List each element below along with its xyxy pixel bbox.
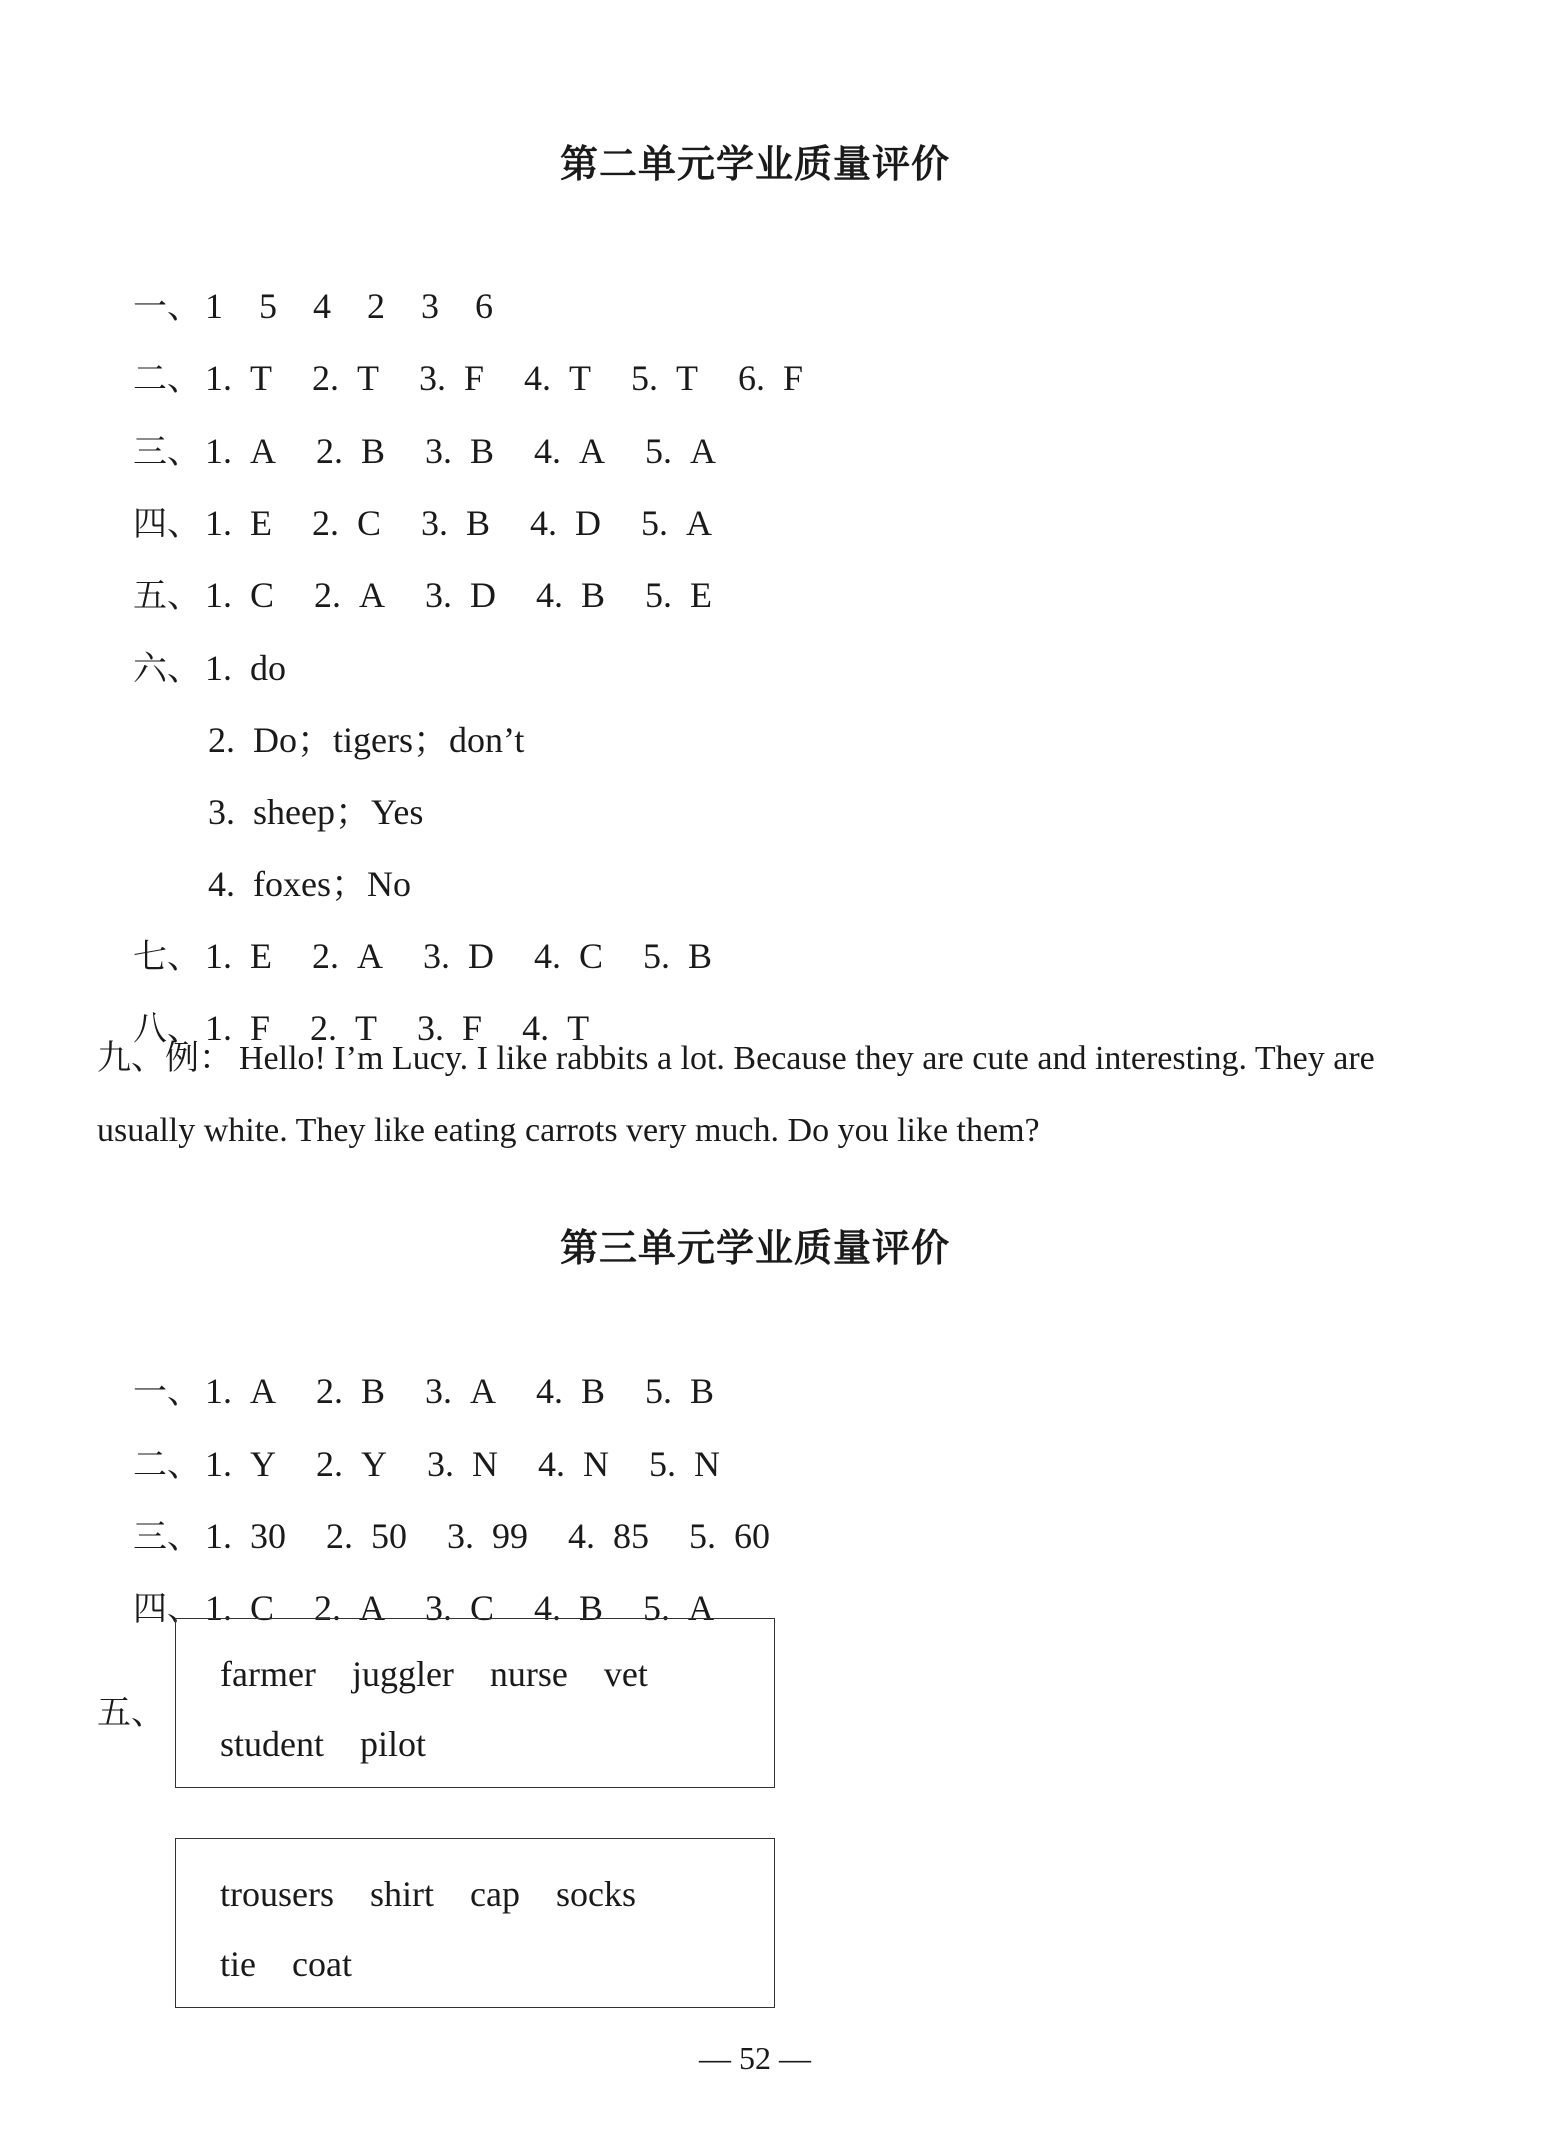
answer-item: 4 bbox=[313, 286, 331, 326]
word-line bbox=[220, 1639, 774, 1709]
answer-item: 1. F bbox=[205, 1008, 271, 1048]
question-label: 三、 bbox=[133, 432, 201, 472]
word: tie bbox=[220, 1944, 256, 1984]
question-label: 八、 bbox=[133, 1009, 201, 1049]
word: shirt bbox=[369, 1874, 434, 1914]
answer-item: 5. A bbox=[643, 1588, 715, 1628]
answer-item: 5. B bbox=[645, 1371, 715, 1411]
answer-item: 2. B bbox=[316, 1371, 386, 1411]
answer-item: 5. T bbox=[631, 358, 699, 398]
answer-item: 1. do bbox=[205, 648, 286, 688]
answer-item: 5. A bbox=[641, 503, 713, 543]
unit2-title: 第二单元学业质量评价 bbox=[559, 141, 950, 186]
answer-item: 1. C bbox=[205, 1588, 275, 1628]
answer-item: 6 bbox=[475, 286, 493, 326]
answer-item: 1. Y bbox=[205, 1444, 276, 1484]
word-line bbox=[220, 1709, 774, 1779]
question-label: 二、 bbox=[133, 359, 201, 399]
answer-item: 2. T bbox=[312, 358, 379, 398]
answer-item: 4. T bbox=[524, 358, 592, 398]
answer-item: 4. 85 bbox=[568, 1516, 649, 1556]
answer-item: 4. N bbox=[538, 1444, 609, 1484]
answer-item: 1. E bbox=[205, 936, 272, 976]
question-label: 三、 bbox=[133, 1517, 201, 1557]
word-box-jobs bbox=[175, 1618, 775, 1788]
word: farmer bbox=[220, 1654, 316, 1694]
answer-item: 1. E bbox=[205, 503, 272, 543]
answer-item: 1 bbox=[205, 286, 223, 326]
answer-item: 1. A bbox=[205, 431, 276, 471]
answer-item: 2. C bbox=[312, 503, 382, 543]
answer-item: 3. D bbox=[423, 936, 494, 976]
answer-item: 5 bbox=[259, 286, 277, 326]
answer-item: 1. T bbox=[205, 358, 272, 398]
answer-item: 1. 30 bbox=[205, 1516, 286, 1556]
word: coat bbox=[291, 1944, 352, 1984]
answer-item: 5. B bbox=[643, 936, 713, 976]
word: cap bbox=[470, 1874, 520, 1914]
answer-item: 3. C bbox=[425, 1588, 495, 1628]
answer-item: 4. D bbox=[530, 503, 602, 543]
answer-item: 3. F bbox=[419, 358, 485, 398]
answer-item: 2. 50 bbox=[326, 1516, 407, 1556]
unit3-title: 第三单元学业质量评价 bbox=[559, 1225, 950, 1270]
answer-item: 5. N bbox=[649, 1444, 720, 1484]
unit2-q9-essay bbox=[97, 1022, 1437, 1167]
answer-item: 4. C bbox=[534, 936, 604, 976]
essay-text: Hello! I’m Lucy. I like rabbits a lot. Because they are cute and interesting. They are usually white. They like eating carrots very much. Do you like them? bbox=[97, 1040, 1375, 1149]
word-box-clothes bbox=[175, 1838, 775, 2008]
answer-item: 3. F bbox=[417, 1008, 483, 1048]
answer-item: 2. Y bbox=[316, 1444, 387, 1484]
answer-item: 5. A bbox=[645, 431, 717, 471]
question-label: 六、 bbox=[133, 649, 201, 689]
answer-item: 3. B bbox=[425, 431, 495, 471]
answer-item: 4. B bbox=[536, 575, 606, 615]
answer-item: 5. E bbox=[645, 575, 713, 615]
word: student bbox=[220, 1724, 324, 1764]
question-label: 九、例： bbox=[97, 1038, 233, 1078]
answer-item: 2 bbox=[367, 286, 385, 326]
answer-item: 4. B bbox=[536, 1371, 606, 1411]
answer-item: 1. C bbox=[205, 575, 275, 615]
question-label: 五、 bbox=[133, 576, 201, 616]
answer-item: 4. A bbox=[534, 431, 606, 471]
answer-item: 2. B bbox=[316, 431, 386, 471]
question-label: 五、 bbox=[97, 1693, 165, 1733]
answer-item: 4. T bbox=[522, 1008, 590, 1048]
word-line bbox=[220, 1859, 774, 1929]
answer-item: 3. 99 bbox=[447, 1516, 528, 1556]
answer-item: 6. F bbox=[738, 358, 804, 398]
answer-item: 3 bbox=[421, 286, 439, 326]
answer-item: 2. A bbox=[312, 936, 383, 976]
word: pilot bbox=[360, 1724, 427, 1764]
question-label: 一、 bbox=[133, 1372, 201, 1412]
word: socks bbox=[555, 1874, 636, 1914]
answer-item: 1. A bbox=[205, 1371, 276, 1411]
word: nurse bbox=[489, 1654, 568, 1694]
answer-item: 3. N bbox=[427, 1444, 498, 1484]
word: trousers bbox=[220, 1874, 334, 1914]
answer-item: 2. A bbox=[314, 1588, 386, 1628]
answer-item: 5. 60 bbox=[689, 1516, 770, 1556]
word-line bbox=[220, 1929, 774, 1999]
question-label: 四、 bbox=[133, 1589, 201, 1629]
answer-item: 2. T bbox=[310, 1008, 378, 1048]
unit2-q6-sub-2: 2. Do；tigers；don’t bbox=[208, 720, 525, 760]
question-label: 七、 bbox=[133, 937, 201, 977]
answer-item: 3. A bbox=[425, 1371, 497, 1411]
word: juggler bbox=[351, 1654, 454, 1694]
answer-item: 4. B bbox=[534, 1588, 604, 1628]
word: vet bbox=[603, 1654, 648, 1694]
page-number: — 52 — bbox=[699, 2040, 811, 2076]
question-label: 二、 bbox=[133, 1445, 201, 1485]
unit2-q6-sub-4: 4. foxes；No bbox=[208, 864, 411, 904]
unit2-q6-sub-3: 3. sheep；Yes bbox=[208, 792, 424, 832]
answer-item: 3. B bbox=[421, 503, 491, 543]
question-label: 四、 bbox=[133, 504, 201, 544]
answer-item: 2. A bbox=[314, 575, 386, 615]
question-label: 一、 bbox=[133, 287, 201, 327]
answer-item: 3. D bbox=[425, 575, 497, 615]
